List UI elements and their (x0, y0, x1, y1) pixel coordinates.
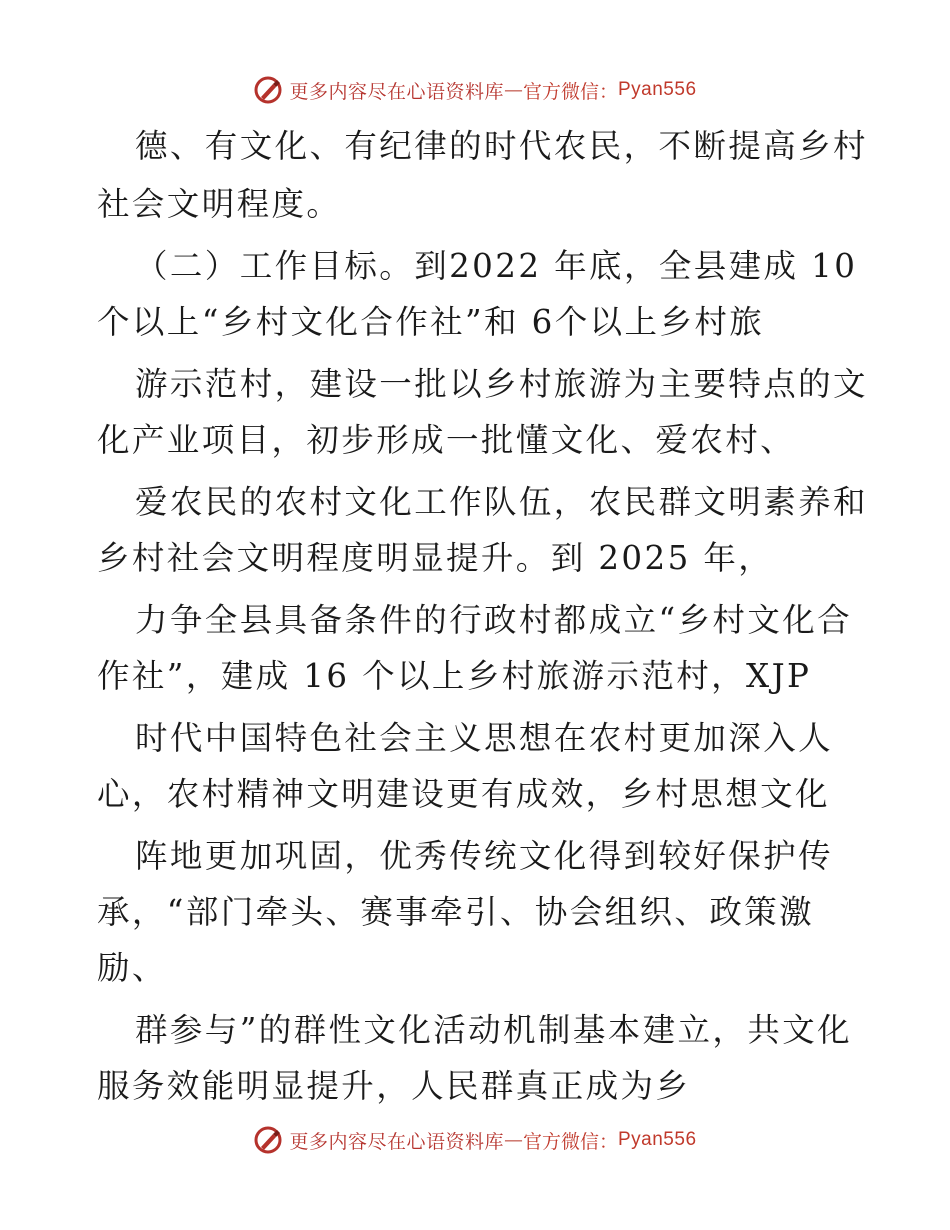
watermark-id: Pyan556 (618, 79, 697, 100)
text-line: 爱农民的农村文化工作队伍，农民群文明素养和 (135, 483, 868, 521)
text-line: 时代中国特色社会主义思想在农村更加深入人 (135, 719, 834, 757)
text-line: 励、 (97, 949, 167, 987)
text-line: 社会文明程度。 (97, 185, 342, 223)
watermark-separator: — (503, 79, 523, 101)
watermark-label: 官方微信： (522, 80, 618, 103)
text-line: 力争全县具备条件的行政村都成立“乡村文化合 (135, 601, 853, 639)
watermark-id: Pyan556 (618, 1129, 697, 1150)
text-line: 乡村社会文明程度明显提升。到 2025 年， (97, 539, 774, 577)
text-line: 个以上“乡村文化合作社”和 6个以上乡村旅 (97, 303, 765, 341)
text-line: 游示范村，建设一批以乡村旅游为主要特点的文 (135, 365, 868, 403)
text-line: 服务效能明显提升，人民群真正成为乡 (97, 1067, 691, 1105)
pen-logo-icon (253, 1125, 283, 1155)
text-line: 承，“部门牵头、赛事牵引、协会组织、政策激 (97, 893, 815, 931)
text-line: 作社”，建成 16 个以上乡村旅游示范村，XJP (97, 657, 812, 695)
watermark-text: 更多内容尽在心语资料库 (289, 80, 504, 103)
watermark-label: 官方微信： (522, 1130, 618, 1153)
watermark-text: 更多内容尽在心语资料库 (289, 1130, 504, 1153)
text-line: 群参与”的群性文化活动机制基本建立，共文化 (135, 1011, 853, 1049)
watermark-header (0, 70, 950, 110)
watermark-separator: — (503, 1129, 523, 1151)
text-line: 德、有文化、有纪律的时代农民，不断提高乡村 (135, 127, 868, 165)
text-line: 化产业项目，初步形成一批懂文化、爱农村、 (97, 421, 796, 459)
text-line: （二）工作目标。到2022 年底，全县建成 10 (135, 247, 858, 285)
text-line: 阵地更加巩固，优秀传统文化得到较好保护传 (135, 837, 834, 875)
text-line: 心，农村精神文明建设更有成效，乡村思想文化 (97, 775, 830, 813)
pen-logo-icon (253, 75, 283, 105)
watermark-footer (0, 1120, 950, 1160)
